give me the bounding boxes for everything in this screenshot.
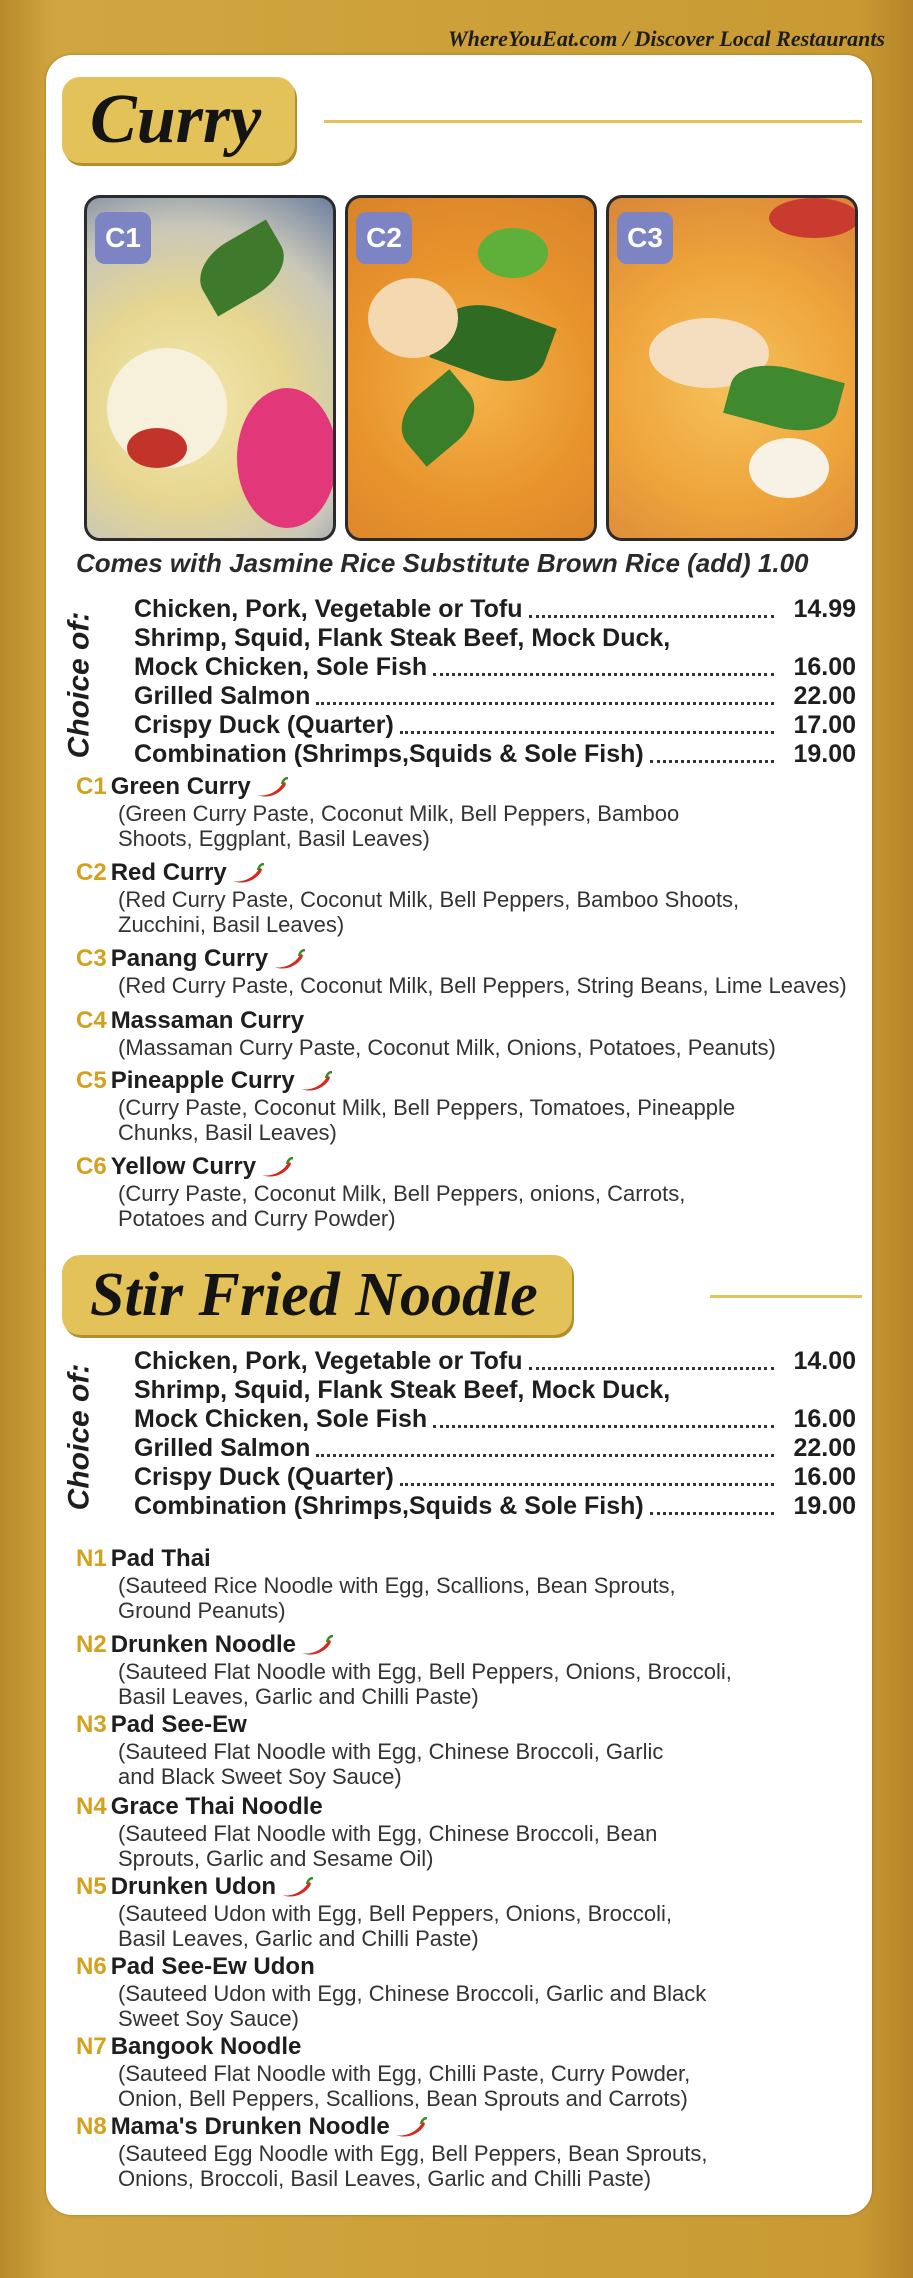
menu-item-code: C6 bbox=[76, 1153, 107, 1180]
price-row bbox=[134, 595, 856, 624]
menu-item-name: Bangook Noodle bbox=[110, 2033, 302, 2060]
menu-item[interactable] bbox=[76, 1007, 856, 1060]
menu-item[interactable] bbox=[76, 1545, 856, 1623]
description-line: (Curry Paste, Coconut Milk, Bell Peppers, onions, Carrots, bbox=[118, 1181, 686, 1206]
menu-item-heading bbox=[76, 1153, 856, 1181]
chili-pepper-icon bbox=[260, 1157, 294, 1179]
price-option-label: Grilled Salmon bbox=[134, 1434, 311, 1462]
chili-pepper-icon bbox=[272, 949, 306, 971]
menu-item-description bbox=[118, 1035, 856, 1060]
menu-item-name: Grace Thai Noodle bbox=[110, 1793, 323, 1820]
menu-item-code: C4 bbox=[76, 1007, 107, 1034]
price-row bbox=[134, 682, 856, 711]
menu-item-heading bbox=[76, 1711, 856, 1739]
menu-item-heading bbox=[76, 1631, 856, 1659]
menu-item-heading bbox=[76, 2033, 856, 2061]
menu-item-description bbox=[118, 2141, 856, 2191]
menu-item-heading bbox=[76, 1067, 856, 1095]
description-line: (Red Curry Paste, Coconut Milk, Bell Peppers, Bamboo Shoots, bbox=[118, 887, 740, 912]
noodle-banner-rule bbox=[710, 1295, 862, 1298]
menu-item-heading bbox=[76, 1007, 856, 1035]
menu-item[interactable] bbox=[76, 1067, 856, 1145]
photo-pepper bbox=[127, 428, 187, 468]
curry-photo-c3[interactable] bbox=[606, 195, 858, 541]
chili-pepper-icon bbox=[231, 863, 265, 885]
photo-basil bbox=[188, 220, 296, 317]
noodle-banner bbox=[62, 1255, 862, 1335]
price-option-label: Mock Chicken, Sole Fish bbox=[134, 653, 428, 681]
price-amount: 19.00 bbox=[793, 1492, 856, 1520]
description-line: Shoots, Eggplant, Basil Leaves) bbox=[118, 826, 430, 851]
description-line: Sweet Soy Sauce) bbox=[118, 2006, 299, 2031]
description-line: Basil Leaves, Garlic and Chilli Paste) bbox=[118, 1684, 479, 1709]
dot-leader bbox=[400, 731, 774, 734]
menu-item[interactable] bbox=[76, 945, 856, 998]
curry-banner bbox=[62, 77, 862, 163]
price-row bbox=[134, 624, 856, 653]
menu-item-code: C3 bbox=[76, 945, 107, 972]
description-line: and Black Sweet Soy Sauce) bbox=[118, 1764, 402, 1789]
menu-item-description bbox=[118, 1821, 856, 1871]
photo-chicken bbox=[368, 278, 458, 358]
photo-tofu bbox=[749, 438, 829, 498]
menu-item-heading bbox=[76, 1953, 856, 1981]
photo-badge: C3 bbox=[617, 212, 673, 264]
price-row bbox=[134, 653, 856, 682]
menu-item[interactable] bbox=[76, 2033, 856, 2111]
price-amount: 14.99 bbox=[793, 595, 856, 623]
price-amount: 16.00 bbox=[793, 1405, 856, 1433]
menu-card bbox=[46, 55, 872, 2215]
menu-item-heading bbox=[76, 2113, 856, 2141]
description-line: Potatoes and Curry Powder) bbox=[118, 1206, 396, 1231]
menu-item-description bbox=[118, 1181, 856, 1231]
menu-item[interactable] bbox=[76, 1631, 856, 1709]
description-line: (Sauteed Flat Noodle with Egg, Chinese Broccoli, Bean bbox=[118, 1821, 658, 1846]
dot-leader bbox=[400, 1483, 774, 1486]
menu-item-name: Mama's Drunken Noodle bbox=[110, 2113, 390, 2140]
menu-item-code: N2 bbox=[76, 1631, 107, 1658]
menu-item-code: N6 bbox=[76, 1953, 107, 1980]
menu-item-description bbox=[118, 2061, 856, 2111]
chili-pepper-icon bbox=[299, 1071, 333, 1093]
menu-item-description bbox=[118, 801, 856, 851]
menu-item[interactable] bbox=[76, 2113, 856, 2191]
menu-item-description bbox=[118, 1095, 856, 1145]
menu-item-name: Pad See-Ew bbox=[110, 1711, 247, 1738]
price-amount: 17.00 bbox=[793, 711, 856, 739]
description-line: (Sauteed Flat Noodle with Egg, Chilli Paste, Curry Powder, bbox=[118, 2061, 691, 2086]
dot-leader bbox=[316, 1454, 774, 1457]
dot-leader bbox=[433, 673, 774, 676]
price-option-label: Chicken, Pork, Vegetable or Tofu bbox=[134, 1347, 523, 1375]
price-amount: 16.00 bbox=[793, 653, 856, 681]
photo-badge: C2 bbox=[356, 212, 412, 264]
menu-item-description bbox=[118, 973, 856, 998]
dot-leader bbox=[529, 1367, 774, 1370]
description-line: Basil Leaves, Garlic and Chilli Paste) bbox=[118, 1926, 479, 1951]
price-row bbox=[134, 740, 856, 769]
price-amount: 19.00 bbox=[793, 740, 856, 768]
price-option-label: Combination (Shrimps,Squids & Sole Fish) bbox=[134, 740, 644, 768]
curry-photo-strip bbox=[84, 195, 852, 535]
photo-pepper bbox=[769, 198, 858, 238]
curry-choice-section bbox=[56, 595, 856, 775]
menu-item-name: Green Curry bbox=[110, 773, 251, 800]
price-option-label: Shrimp, Squid, Flank Steak Beef, Mock Duck, bbox=[134, 624, 671, 652]
dot-leader bbox=[650, 1512, 774, 1515]
chili-pepper-icon bbox=[300, 1635, 334, 1657]
price-amount: 14.00 bbox=[793, 1347, 856, 1375]
noodle-choice-label: Choice of: bbox=[62, 1363, 96, 1511]
description-line: (Sauteed Flat Noodle with Egg, Bell Peppers, Onions, Broccoli, bbox=[118, 1659, 732, 1684]
menu-item-description bbox=[118, 1901, 856, 1951]
menu-item-heading bbox=[76, 1545, 856, 1573]
price-row bbox=[134, 1434, 856, 1463]
noodle-choice-section bbox=[56, 1347, 856, 1527]
description-line: Zucchini, Basil Leaves) bbox=[118, 912, 345, 937]
description-line: Onions, Broccoli, Basil Leaves, Garlic and Chilli Paste) bbox=[118, 2166, 652, 2191]
price-option-label: Shrimp, Squid, Flank Steak Beef, Mock Duck, bbox=[134, 1376, 671, 1404]
menu-item-name: Massaman Curry bbox=[110, 1007, 305, 1034]
menu-item-description bbox=[118, 1981, 856, 2031]
menu-item[interactable] bbox=[76, 859, 856, 937]
price-option-label: Crispy Duck (Quarter) bbox=[134, 1463, 394, 1491]
description-line: (Massaman Curry Paste, Coconut Milk, Onions, Potatoes, Peanuts) bbox=[118, 1035, 776, 1060]
dot-leader bbox=[316, 702, 774, 705]
description-line: (Curry Paste, Coconut Milk, Bell Peppers, Tomatoes, Pineapple bbox=[118, 1095, 736, 1120]
chili-pepper-icon bbox=[255, 777, 289, 799]
description-line: Onion, Bell Peppers, Scallions, Bean Sprouts and Carrots) bbox=[118, 2086, 688, 2111]
menu-item-code: N1 bbox=[76, 1545, 107, 1572]
dot-leader bbox=[650, 760, 774, 763]
price-row bbox=[134, 1492, 856, 1521]
price-option-label: Grilled Salmon bbox=[134, 682, 311, 710]
menu-item-name: Red Curry bbox=[110, 859, 227, 886]
menu-item-code: N8 bbox=[76, 2113, 107, 2140]
menu-item-name: Drunken Noodle bbox=[110, 1631, 297, 1658]
price-option-label: Combination (Shrimps,Squids & Sole Fish) bbox=[134, 1492, 644, 1520]
curry-banner-rule bbox=[324, 120, 862, 123]
noodle-price-list bbox=[134, 1347, 856, 1521]
menu-item-code: C1 bbox=[76, 773, 107, 800]
menu-item[interactable] bbox=[76, 1793, 856, 1871]
chili-pepper-icon bbox=[280, 1877, 314, 1899]
price-row bbox=[134, 1463, 856, 1492]
description-line: (Green Curry Paste, Coconut Milk, Bell Peppers, Bamboo bbox=[118, 801, 680, 826]
price-amount: 22.00 bbox=[793, 1434, 856, 1462]
price-option-label: Mock Chicken, Sole Fish bbox=[134, 1405, 428, 1433]
curry-choice-label: Choice of: bbox=[62, 611, 96, 759]
price-amount: 22.00 bbox=[793, 682, 856, 710]
price-row bbox=[134, 711, 856, 740]
menu-item-code: N4 bbox=[76, 1793, 107, 1820]
dot-leader bbox=[529, 615, 774, 618]
curry-photo-c1[interactable] bbox=[84, 195, 336, 541]
photo-badge: C1 bbox=[95, 212, 151, 264]
menu-item-name: Drunken Udon bbox=[110, 1873, 277, 1900]
description-line: (Red Curry Paste, Coconut Milk, Bell Peppers, String Beans, Lime Leaves) bbox=[118, 973, 847, 998]
menu-item-code: C2 bbox=[76, 859, 107, 886]
menu-item-heading bbox=[76, 1793, 856, 1821]
menu-item-name: Yellow Curry bbox=[110, 1153, 257, 1180]
menu-item-heading bbox=[76, 773, 856, 801]
menu-item-name: Pad Thai bbox=[110, 1545, 211, 1572]
menu-item-heading bbox=[76, 1873, 856, 1901]
rice-note: Comes with Jasmine Rice Substitute Brown Rice (add) 1.00 bbox=[76, 548, 809, 578]
chili-pepper-icon bbox=[394, 2117, 428, 2139]
menu-item-description bbox=[118, 1659, 856, 1709]
menu-item-description bbox=[118, 1573, 856, 1623]
menu-item-description bbox=[118, 887, 856, 937]
price-row bbox=[134, 1376, 856, 1405]
photo-basil bbox=[388, 369, 488, 466]
menu-item-name: Pad See-Ew Udon bbox=[110, 1953, 315, 1980]
price-row bbox=[134, 1405, 856, 1434]
menu-item-code: C5 bbox=[76, 1067, 107, 1094]
menu-item[interactable] bbox=[76, 1153, 856, 1231]
description-line: (Sauteed Egg Noodle with Egg, Bell Peppers, Bean Sprouts, bbox=[118, 2141, 708, 2166]
menu-item[interactable] bbox=[76, 1711, 856, 1789]
description-line: (Sauteed Flat Noodle with Egg, Chinese Broccoli, Garlic bbox=[118, 1739, 664, 1764]
menu-item-code: N7 bbox=[76, 2033, 107, 2060]
description-line: Ground Peanuts) bbox=[118, 1598, 286, 1623]
menu-item-heading bbox=[76, 859, 856, 887]
curry-photo-c2[interactable] bbox=[345, 195, 597, 541]
site-watermark: WhereYouEat.com / Discover Local Restaurants bbox=[448, 26, 885, 51]
photo-flower bbox=[237, 388, 336, 528]
curry-price-list bbox=[134, 595, 856, 769]
price-option-label: Chicken, Pork, Vegetable or Tofu bbox=[134, 595, 523, 623]
menu-item[interactable] bbox=[76, 1873, 856, 1951]
noodle-title: Stir Fried Noodle bbox=[62, 1255, 572, 1335]
description-line: Sprouts, Garlic and Sesame Oil) bbox=[118, 1846, 434, 1871]
menu-item-name: Panang Curry bbox=[110, 945, 269, 972]
menu-item-heading bbox=[76, 945, 856, 973]
description-line: (Sauteed Udon with Egg, Chinese Broccoli, Garlic and Black bbox=[118, 1981, 707, 2006]
description-line: Chunks, Basil Leaves) bbox=[118, 1120, 337, 1145]
menu-item[interactable] bbox=[76, 773, 856, 851]
price-row bbox=[134, 1347, 856, 1376]
menu-item[interactable] bbox=[76, 1953, 856, 2031]
dot-leader bbox=[433, 1425, 774, 1428]
description-line: (Sauteed Rice Noodle with Egg, Scallions, Bean Sprouts, bbox=[118, 1573, 676, 1598]
menu-item-code: N3 bbox=[76, 1711, 107, 1738]
photo-pepper bbox=[478, 228, 548, 278]
curry-title: Curry bbox=[62, 77, 295, 163]
price-option-label: Crispy Duck (Quarter) bbox=[134, 711, 394, 739]
description-line: (Sauteed Udon with Egg, Bell Peppers, Onions, Broccoli, bbox=[118, 1901, 672, 1926]
price-amount: 16.00 bbox=[793, 1463, 856, 1491]
menu-item-name: Pineapple Curry bbox=[110, 1067, 295, 1094]
menu-item-code: N5 bbox=[76, 1873, 107, 1900]
menu-item-description bbox=[118, 1739, 856, 1789]
